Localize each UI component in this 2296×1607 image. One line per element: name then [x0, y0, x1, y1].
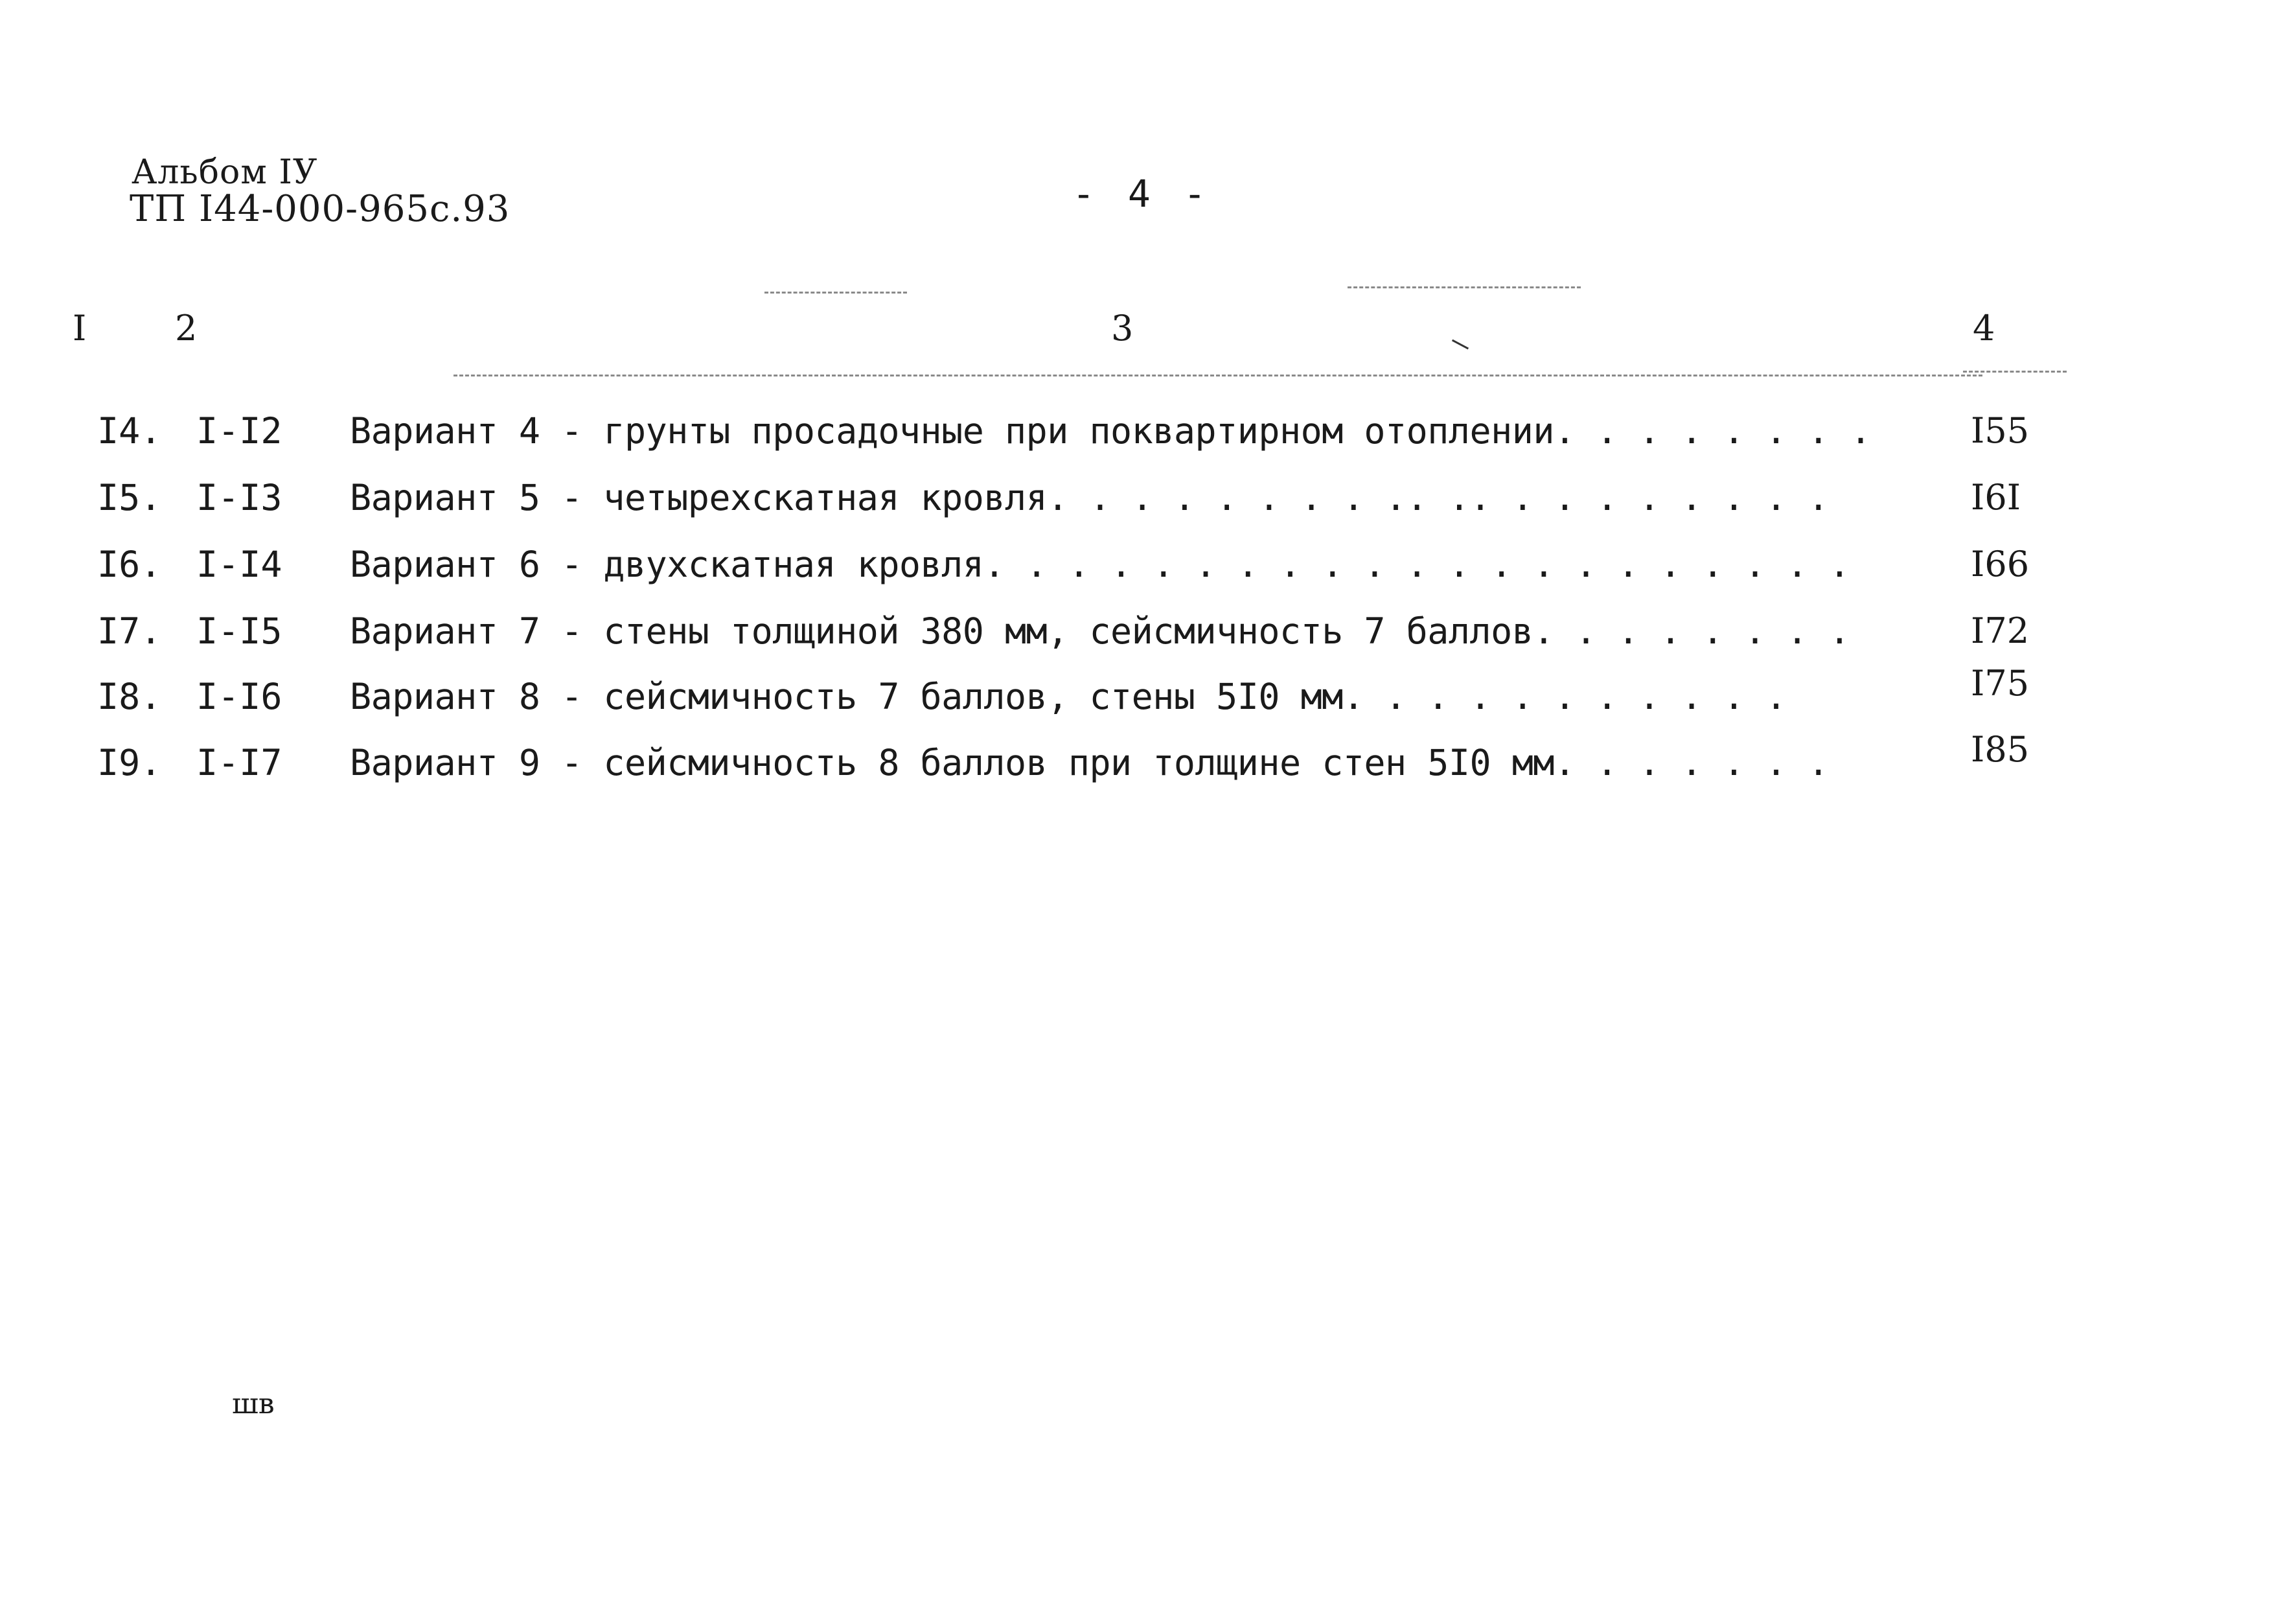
- toc-row-title: Вариант 7 - стены толщиной 380 мм, сейсмичность 7 баллов. . . . . . . .: [350, 610, 1850, 652]
- toc-row: [0, 608, 2296, 660]
- toc-row-code: I-I5: [196, 610, 282, 652]
- scan-artifact: [453, 375, 1982, 376]
- column-header-3: 3: [1111, 308, 1134, 349]
- toc-row: [0, 729, 2296, 792]
- toc-row-number: I5.: [97, 477, 162, 518]
- toc-row-title: Вариант 6 - двухскатная кровля. . . . . . . . . . . . . . . . . . . . .: [350, 544, 1850, 585]
- toc-row: [0, 408, 2296, 460]
- toc-row-page: I75: [1971, 663, 2030, 704]
- toc-row: [0, 475, 2296, 527]
- toc-row-number: I6.: [97, 544, 162, 585]
- toc-row-page: I85: [1971, 729, 2030, 770]
- toc-row-title: Вариант 8 - сейсмичность 7 баллов, стены 5I0 мм. . . . . . . . . . .: [350, 676, 1787, 717]
- toc-row-code: I-I3: [196, 477, 282, 518]
- column-header-1: I: [73, 308, 87, 349]
- toc-row-page: I6I: [1971, 477, 2021, 518]
- toc-row-number: I7.: [97, 610, 162, 652]
- toc-row-number: I4.: [97, 410, 162, 452]
- signature-mark: шв: [232, 1387, 275, 1420]
- toc-row-title: Вариант 4 - грунты просадочные при поквартирном отоплении. . . . . . . .: [350, 410, 1872, 452]
- scan-artifact: [764, 292, 907, 294]
- toc-row-page: I72: [1971, 610, 2030, 651]
- toc-row-code: I-I4: [196, 544, 282, 585]
- album-label: Альбом IУ: [132, 153, 318, 192]
- toc-row-page: I55: [1971, 410, 2030, 451]
- toc-row-title: Вариант 9 - сейсмичность 8 баллов при толщине стен 5I0 мм. . . . . . .: [350, 742, 1829, 783]
- toc-row-page: I66: [1971, 544, 2030, 584]
- toc-row: [0, 542, 2296, 594]
- toc-row-code: I-I2: [196, 410, 282, 452]
- scan-artifact: [1452, 340, 1469, 350]
- toc-row: [0, 663, 2296, 726]
- scan-artifact: [1348, 286, 1581, 288]
- toc-row-number: I8.: [97, 676, 162, 717]
- column-header-2: 2: [175, 308, 198, 349]
- scan-artifact: [1963, 371, 2067, 373]
- toc-row-title: Вариант 5 - четырехскатная кровля. . . . . . . . .. .. . . . . . . . .: [350, 477, 1829, 518]
- column-header-4: 4: [1973, 308, 1995, 349]
- toc-row-code: I-I6: [196, 676, 282, 717]
- document-code: ТП I44-000-965с.93: [130, 188, 511, 230]
- page-number: - 4 -: [1072, 172, 1211, 216]
- toc-row-code: I-I7: [196, 742, 282, 783]
- toc-row-number: I9.: [97, 742, 162, 783]
